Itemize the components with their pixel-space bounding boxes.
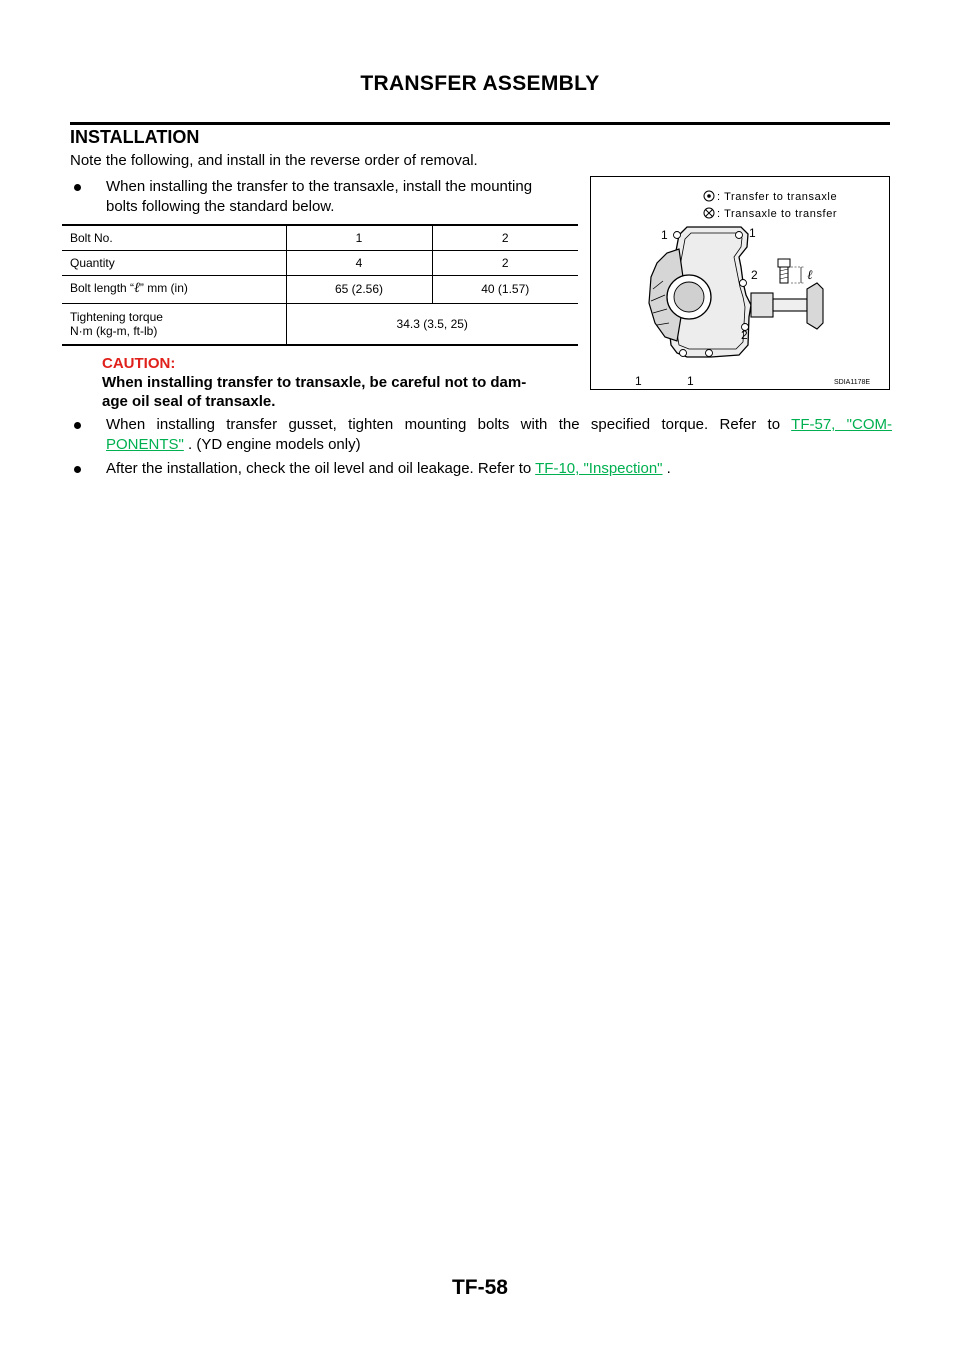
table-cell: 65 (2.56) (286, 275, 432, 303)
bullet-text: . (YD engine models only) (183, 436, 361, 453)
torque-label-line1: Tightening torque (70, 309, 163, 324)
page-number: TF-58 (451, 1276, 508, 1299)
caution-line2: age oil seal of transaxle. (102, 393, 276, 410)
callout-label: 1 (687, 374, 694, 388)
inspection-link[interactable]: TF-10, "Inspection" (535, 460, 663, 477)
bolt-spec-table (62, 224, 578, 346)
intro-text: Note the following, and install in the reverse order of removal. (70, 152, 478, 169)
bullet-icon (74, 422, 81, 429)
page-header-title: TRANSFER ASSEMBLY (360, 72, 600, 95)
table-row (62, 225, 578, 250)
table-cell: 2 (432, 225, 578, 250)
output-bore-inner (674, 282, 704, 312)
transfer-illustration (591, 177, 889, 389)
table-cell (62, 275, 286, 303)
bullet-text-line2: bolts following the standard below. (106, 198, 335, 215)
caution-text (102, 373, 580, 411)
dot-circle-icon (704, 191, 714, 201)
callout-label: 2 (741, 328, 748, 342)
components-link[interactable]: TF-57, "COM- (791, 416, 892, 433)
transfer-bolt-figure (590, 176, 890, 390)
section-title: INSTALLATION (70, 127, 200, 147)
bullet-icon (74, 184, 81, 191)
callout-label: 1 (749, 226, 756, 240)
ell-symbol: ℓ (807, 267, 813, 282)
table-row (62, 275, 578, 303)
ell-symbol: ℓ (134, 281, 140, 296)
cross-circle-icon (704, 208, 714, 218)
table-row (62, 250, 578, 275)
bolt-length-label-before: Bolt length “ (70, 281, 135, 295)
caution-line1: When installing transfer to transaxle, be careful not to dam- (102, 374, 527, 391)
legend-text: : Transfer to transaxle (717, 191, 838, 203)
callout-label: 1 (661, 228, 668, 242)
bolt-icon (778, 259, 804, 283)
bullet-text: . (662, 460, 671, 477)
bullet-text: When installing transfer gusset, tighten mounting bolts with the specified torque. Refer to (106, 416, 792, 433)
table-cell-merged: 34.3 (3.5, 25) (286, 303, 578, 345)
bullet-text-line1 (106, 415, 892, 435)
table-cell: Bolt No. (62, 225, 286, 250)
torque-label-line2: N·m (kg-m, ft-lb) (70, 323, 158, 338)
components-link-continued[interactable]: PONENTS" (106, 436, 184, 453)
callout-label: 1 (635, 374, 642, 388)
table-cell: Quantity (62, 250, 286, 275)
figure-code: SDIA1178E (834, 379, 871, 386)
table-cell (62, 303, 286, 345)
bullet-icon (74, 466, 81, 473)
header-rule (70, 122, 890, 125)
caution-title: CAUTION: (102, 355, 176, 372)
shaft (773, 299, 807, 311)
flange (807, 283, 823, 329)
callout-label: 2 (751, 268, 758, 282)
shaft-housing (751, 293, 773, 317)
bullet-text: After the installation, check the oil level and oil leakage. Refer to (106, 460, 536, 477)
table-cell: 1 (286, 225, 432, 250)
table-row (62, 303, 578, 345)
legend-text: : Transaxle to transfer (717, 208, 838, 220)
table-cell: 4 (286, 250, 432, 275)
bullet-text-line2 (106, 435, 892, 455)
table-cell: 40 (1.57) (432, 275, 578, 303)
bullet-text-line1: When installing the transfer to the transaxle, install the mounting (106, 178, 533, 195)
bolt-length-label-after: ” mm (in) (139, 281, 188, 295)
table-cell: 2 (432, 250, 578, 275)
